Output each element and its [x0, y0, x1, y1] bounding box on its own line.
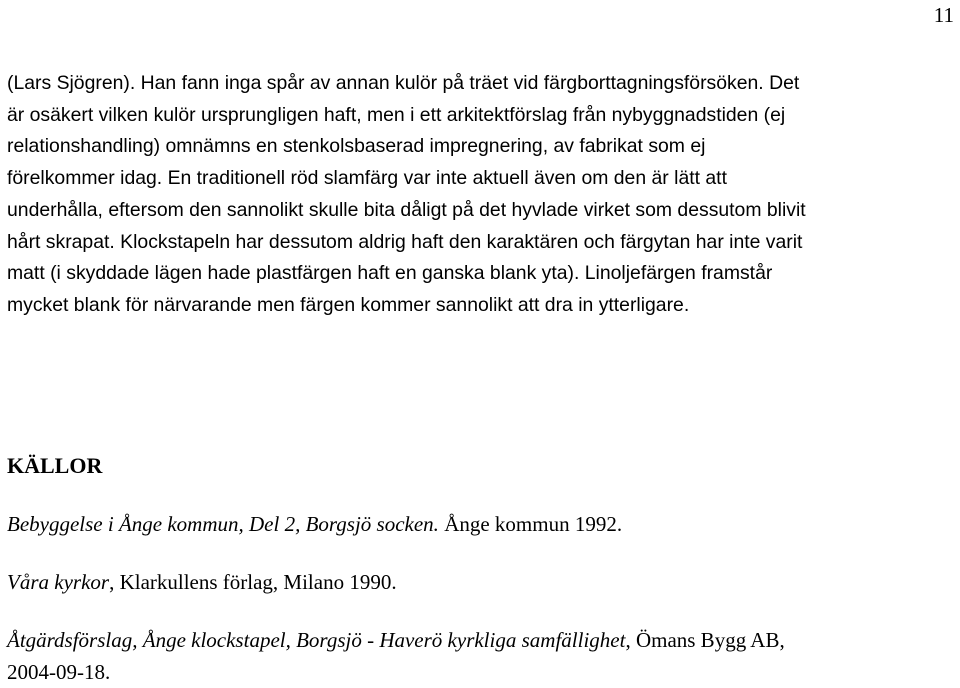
body-line-3: relationshandling) omnämns en stenkolsbaserad impregnering, av fabrikat som ej	[7, 135, 706, 158]
body-line-1: (Lars Sjögren). Han fann inga spår av annan kulör på träet vid färgborttagningsförsöken. Det	[7, 72, 800, 94]
page-number: 11	[933, 3, 954, 27]
reference-1-details: Ånge kommun 1992.	[438, 512, 623, 536]
body-line-4: förelkommer idag. En traditionell röd slamfärg var inte aktuell även om den är lätt att	[7, 167, 727, 190]
body-line-2: är osäkert vilken kulör ursprungligen haft, men i ett arkitektförslag från nybyggnadstiden (ej	[7, 103, 786, 126]
body-paragraph	[7, 68, 960, 322]
reference-3-title: Åtgärdsförslag, Ånge klockstapel, Borgsjö - Haverö kyrkliga samfällighet	[7, 628, 626, 652]
reference-3-date: 2004-09-18.	[7, 660, 111, 684]
body-line-6: hårt skrapat. Klockstapeln har dessutom aldrig haft den karaktären och färgytan har inte varit	[7, 230, 803, 253]
reference-3-details: , Ömans Bygg AB,	[625, 628, 785, 652]
reference-1	[7, 508, 622, 540]
body-line-7: matt (i skyddade lägen hade plastfärgen haft en ganska blank yta). Linoljefärgen framstår	[7, 262, 773, 285]
reference-1-title: Bebyggelse i Ånge kommun, Del 2, Borgsjö socken.	[7, 512, 439, 536]
body-line-8: mycket blank för närvarande men färgen kommer sannolikt att dra in ytterligare.	[7, 293, 690, 316]
reference-2-title: Våra kyrkor	[7, 570, 110, 594]
reference-3	[7, 624, 785, 688]
reference-2-details: , Klarkullens förlag, Milano 1990.	[109, 570, 397, 594]
sources-heading: KÄLLOR	[7, 453, 103, 478]
reference-3-line-1	[7, 624, 785, 656]
reference-2	[7, 566, 397, 598]
body-line-5: underhålla, eftersom den sannolikt skulle bita dåligt på det hyvlade virket som dessutom blivit	[7, 198, 806, 221]
